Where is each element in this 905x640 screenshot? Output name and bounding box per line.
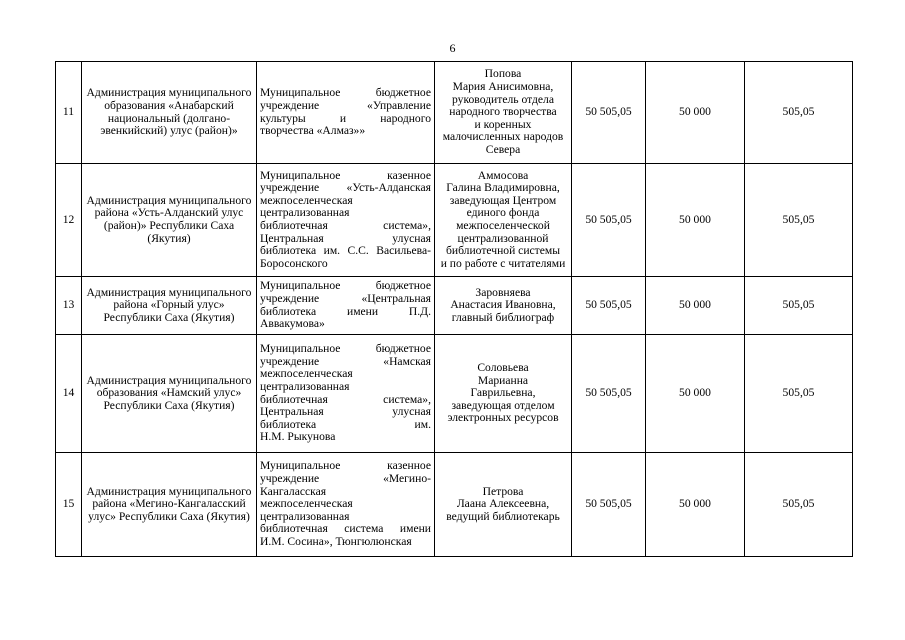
- row-number: 15: [56, 453, 82, 557]
- institution-line: учреждение «Намская: [260, 354, 431, 368]
- amount-total: 50 505,05: [572, 335, 646, 453]
- amount-federal: 50 000: [646, 277, 745, 335]
- row-number: 12: [56, 164, 82, 277]
- institution-line: библиотека им.: [260, 417, 431, 431]
- amount-local: 505,05: [745, 164, 853, 277]
- amount-total: 50 505,05: [572, 62, 646, 164]
- table-row: [56, 164, 853, 277]
- institution-line: учреждение «Усть-Алданская: [260, 181, 431, 195]
- institution-name: [257, 164, 435, 277]
- row-number: 13: [56, 277, 82, 335]
- administration-name: Администрация муниципального образования «Анабарский национальный (долгано-эвенкийский) улус (район)»: [82, 62, 257, 164]
- institution-line: Аввакумова»: [260, 317, 325, 331]
- institution-line: Муниципальное бюджетное: [260, 279, 431, 293]
- institution-line: Кангаласская: [260, 484, 327, 498]
- institution-line: централизованная: [260, 206, 350, 220]
- institution-name: [257, 335, 435, 453]
- institution-line: Муниципальное казенное: [260, 459, 431, 473]
- institution-line: централизованная: [260, 509, 350, 523]
- responsible-person: Попова Мария Анисимовна, руководитель отдела народного творчества и коренных малочисленных народов Севера: [435, 62, 572, 164]
- institution-line: учреждение «Мегино-: [260, 472, 431, 486]
- amount-total: 50 505,05: [572, 453, 646, 557]
- responsible-person: Соловьева Марианна Гаврильевна, заведующая отделом электронных ресурсов: [435, 335, 572, 453]
- responsible-person: Петрова Лаана Алексеевна, ведущий библиотекарь: [435, 453, 572, 557]
- institution-line: Муниципальное бюджетное: [260, 342, 431, 356]
- amount-total: 50 505,05: [572, 277, 646, 335]
- amount-local: 505,05: [745, 453, 853, 557]
- institution-line: Н.М. Рыкунова: [260, 430, 336, 444]
- institution-line: Муниципальное бюджетное: [260, 86, 431, 100]
- administration-name: Администрация муниципального района «Мегино-Кангаласский улус» Республики Саха (Якутия): [82, 453, 257, 557]
- institution-name: [257, 453, 435, 557]
- amount-federal: 50 000: [646, 62, 745, 164]
- institution-line: Боросонского: [260, 256, 328, 270]
- institution-line: культуры и народного: [260, 111, 431, 125]
- institution-line: библиотека им. С.С. Васильева-: [260, 244, 431, 258]
- institution-line: централизованная: [260, 379, 350, 393]
- table-row: [56, 335, 853, 453]
- institution-line: межпоселенческая: [260, 367, 353, 381]
- institution-line: библиотечная система имени: [260, 522, 431, 536]
- amount-local: 505,05: [745, 335, 853, 453]
- institution-line: учреждение «Управление: [260, 98, 431, 112]
- table-row: [56, 62, 853, 164]
- institution-line: библиотечная система»,: [260, 392, 431, 406]
- administration-name: Администрация муниципального района «Горный улус» Республики Саха (Якутия): [82, 277, 257, 335]
- institution-line: Центральная улусная: [260, 231, 431, 245]
- institution-line: межпоселенческая: [260, 497, 353, 511]
- institution-line: библиотечная система»,: [260, 219, 431, 232]
- amount-federal: 50 000: [646, 164, 745, 277]
- amount-federal: 50 000: [646, 453, 745, 557]
- administration-name: Администрация муниципального образования «Намский улус» Республики Саха (Якутия): [82, 335, 257, 453]
- allocation-table: [55, 61, 853, 557]
- row-number: 14: [56, 335, 82, 453]
- amount-local: 505,05: [745, 277, 853, 335]
- institution-line: межпоселенческая: [260, 193, 353, 207]
- amount-federal: 50 000: [646, 335, 745, 453]
- institution-name: [257, 277, 435, 335]
- institution-line: Муниципальное казенное: [260, 168, 431, 182]
- row-number: 11: [56, 62, 82, 164]
- institution-line: учреждение «Центральная: [260, 291, 431, 305]
- institution-line: И.М. Сосина», Тюнгюлюнская: [260, 534, 412, 548]
- responsible-person: Аммосова Галина Владимировна, заведующая Центром единого фонда межпоселенческой централизованной библиотечной системы и по работе с читателями: [435, 164, 572, 277]
- amount-local: 505,05: [745, 62, 853, 164]
- table-row: [56, 277, 853, 335]
- administration-name: Администрация муниципального района «Усть-Алданский улус (район)» Республики Саха (Якутия): [82, 164, 257, 277]
- institution-line: Центральная улусная: [260, 405, 431, 419]
- table-row: [56, 453, 853, 557]
- institution-line: творчества «Алмаз»»: [260, 124, 366, 138]
- page-number: 6: [449, 41, 456, 55]
- responsible-person: Заровняева Анастасия Ивановна, главный библиограф: [435, 277, 572, 335]
- institution-line: библиотека имени П.Д.: [260, 304, 431, 318]
- amount-total: 50 505,05: [572, 164, 646, 277]
- institution-name: [257, 62, 435, 164]
